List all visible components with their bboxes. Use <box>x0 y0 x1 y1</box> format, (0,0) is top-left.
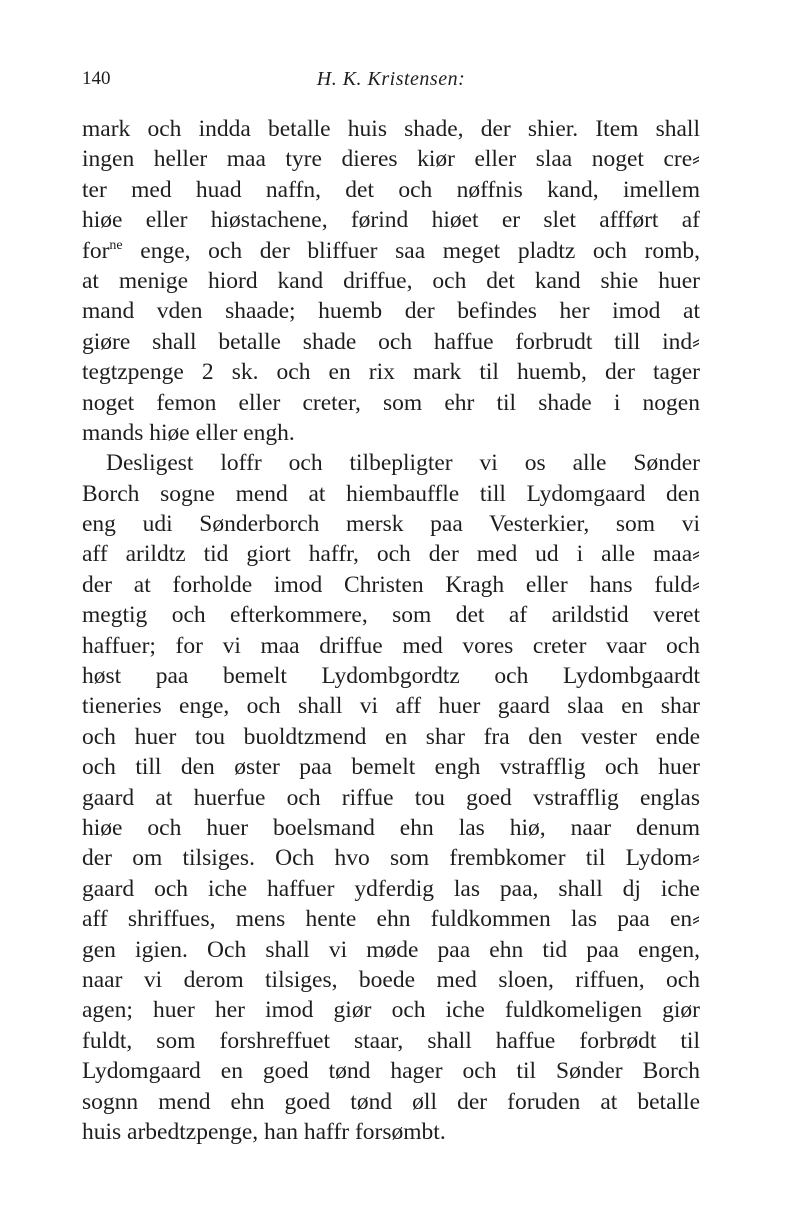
text-line: høst paa bemelt Lydombgordtz och Lydombgaardt <box>82 663 700 690</box>
text-line: gaard och iche haffuer ydferdig las paa, shall dj iche <box>82 875 700 902</box>
text-line: aff shriffues, mens hente ehn fuldkommen las paa en⸗ <box>82 906 700 933</box>
text-line: naar vi derom tilsiges, boede med sloen, riffuen, och <box>82 966 700 993</box>
abbreviation-superscript: ne <box>109 237 123 253</box>
text-line: noget femon eller creter, som ehr til shade i nogen <box>82 389 700 416</box>
text-line: Borch sogne mend at hiembauffle till Lydomgaard den <box>82 480 700 507</box>
book-page <box>82 68 700 1147</box>
text-line: gen igien. Och shall vi møde paa ehn tid paa engen, <box>82 936 700 963</box>
text-line: gaard at huerfue och riffue tou goed vstrafflig englas <box>82 784 700 811</box>
page-number: 140 <box>82 68 111 89</box>
text-line: der at forholde imod Christen Kragh eller hans fuld⸗ <box>82 571 700 598</box>
text-line: haffuer; for vi maa driffue med vores creter vaar och <box>82 632 700 659</box>
text-line: der om tilsiges. Och hvo som frembkomer til Lydom⸗ <box>82 845 700 872</box>
text-line: Desligest loffr och tilbepligter vi os alle Sønder <box>106 450 700 477</box>
text-line: och huer tou buoldtzmend en shar fra den vester ende <box>82 723 700 750</box>
text-line: huis arbedtzpenge, han haffr forsømbt. <box>82 1118 446 1145</box>
text-line: ingen heller maa tyre dieres kiør eller slaa noget cre⸗ <box>82 146 700 173</box>
running-title: H. K. Kristensen: <box>316 68 466 90</box>
text-line: Lydomgaard en goed tønd hager och til Sønder Borch <box>82 1058 700 1085</box>
abbreviation-base: for <box>82 237 110 264</box>
text-line: och till den øster paa bemelt engh vstrafflig och huer <box>82 754 700 781</box>
text-line: mark och indda betalle huis shade, der shier. Item shall <box>82 116 700 142</box>
text-line: giøre shall betalle shade och haffue forbrudt till ind⸗ <box>82 328 700 355</box>
text-line: ter med huad naffn, det och nøffnis kand, imellem <box>82 176 700 203</box>
paragraph-2 <box>82 448 700 1147</box>
text-line: tieneries enge, och shall vi aff huer gaard slaa en shar <box>82 693 700 720</box>
text-line: sognn mend ehn goed tønd øll der foruden at betalle <box>82 1088 700 1115</box>
text-line: aff arildtz tid giort haffr, och der med ud i alle maa⸗ <box>82 541 700 568</box>
text-line: fuldt, som forshreffuet staar, shall haffue forbrødt til <box>82 1027 700 1054</box>
running-head <box>82 68 700 104</box>
text-line: megtig och efterkommere, som det af arildstid veret <box>82 602 700 629</box>
text-line: hiøe och huer boelsmand ehn las hiø, naar denum <box>82 814 700 841</box>
text-line: mands hiøe eller engh. <box>82 419 295 446</box>
text-line-rest: enge, och der bliffuer saa meget pladtz och romb, <box>140 237 700 264</box>
paragraph-1 <box>82 114 700 448</box>
text-line: eng udi Sønderborch mersk paa Vesterkier, som vi <box>82 511 700 538</box>
body-text <box>82 114 700 1147</box>
text-line: agen; huer her imod giør och iche fuldkomeligen giør <box>82 997 700 1024</box>
text-line-with-abbreviation <box>82 236 700 266</box>
text-line: hiøe eller hiøstachene, førind hiøet er slet affført af <box>82 207 700 234</box>
text-line: tegtzpenge 2 sk. och en rix mark til huemb, der tager <box>82 359 700 386</box>
text-line: mand vden shaade; huemb der befindes her imod at <box>82 298 700 325</box>
text-line: at menige hiord kand driffue, och det kand shie huer <box>82 267 700 294</box>
